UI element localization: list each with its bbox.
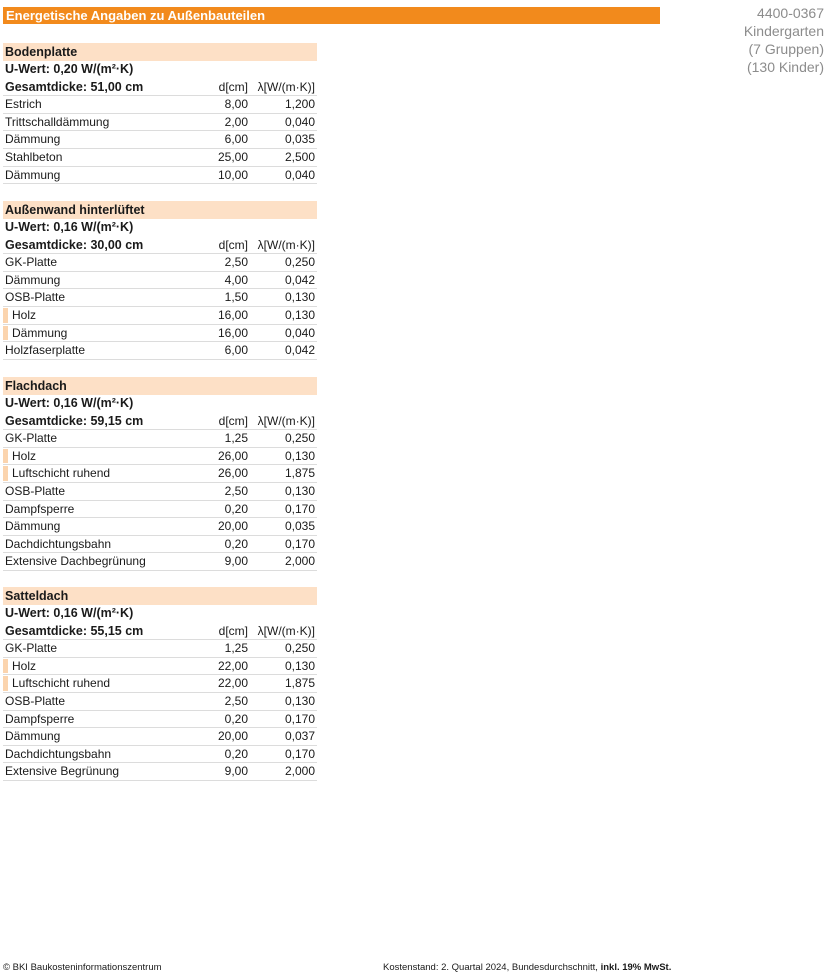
section-heading: Flachdach bbox=[3, 377, 317, 395]
layer-thickness: 1,50 bbox=[224, 290, 248, 305]
layer-name: Dachdichtungsbahn bbox=[5, 746, 112, 761]
total-thickness-row bbox=[3, 237, 317, 255]
layer-thickness: 20,00 bbox=[217, 729, 248, 744]
layer-thickness: 9,00 bbox=[224, 764, 248, 779]
layer-name: Dachdichtungsbahn bbox=[5, 536, 112, 551]
layer-row bbox=[3, 254, 317, 272]
section-bodenplatte bbox=[3, 43, 317, 184]
section-heading: Bodenplatte bbox=[3, 43, 317, 61]
col-header-lambda: λ[W/(m·K)] bbox=[257, 413, 315, 428]
layer-thickness: 8,00 bbox=[224, 97, 248, 112]
layer-thickness: 16,00 bbox=[217, 325, 248, 340]
layer-row bbox=[3, 430, 317, 448]
u-value: U-Wert: 0,16 W/(m²·K) bbox=[5, 606, 134, 620]
layer-lambda: 0,170 bbox=[284, 536, 315, 551]
footer-cost-basis-text: Kostenstand: 2. Quartal 2024, Bundesdurchschnitt, bbox=[383, 962, 601, 973]
layer-lambda: 0,170 bbox=[284, 501, 315, 516]
layer-name: GK-Platte bbox=[5, 431, 58, 446]
layer-lambda: 0,040 bbox=[284, 325, 315, 340]
total-thickness: Gesamtdicke: 55,15 cm bbox=[5, 623, 144, 638]
layer-lambda: 0,042 bbox=[284, 343, 315, 358]
layer-row bbox=[3, 342, 317, 360]
project-id: 4400-0367 bbox=[757, 5, 824, 21]
layer-lambda: 0,130 bbox=[284, 483, 315, 498]
layer-row bbox=[3, 483, 317, 501]
layer-thickness: 1,25 bbox=[224, 641, 248, 656]
col-header-lambda: λ[W/(m·K)] bbox=[257, 79, 315, 94]
layer-name: Dämmung bbox=[5, 519, 61, 534]
layer-lambda: 0,170 bbox=[284, 746, 315, 761]
layer-row bbox=[3, 307, 317, 325]
u-value-row bbox=[3, 61, 317, 79]
layer-name: Luftschicht ruhend bbox=[12, 676, 111, 691]
layer-thickness: 0,20 bbox=[224, 746, 248, 761]
layer-thickness: 4,00 bbox=[224, 272, 248, 287]
project-type: Kindergarten bbox=[743, 23, 824, 39]
u-value: U-Wert: 0,16 W/(m²·K) bbox=[5, 396, 134, 410]
layer-name: Dämmung bbox=[12, 325, 68, 340]
u-value-row bbox=[3, 395, 317, 413]
page-title: Energetische Angaben zu Außenbauteilen bbox=[6, 8, 266, 23]
layer-thickness: 9,00 bbox=[224, 554, 248, 569]
layer-thickness: 6,00 bbox=[224, 343, 248, 358]
layer-row bbox=[3, 518, 317, 536]
footer-publisher-text: © BKI Baukosteninformationszentrum bbox=[3, 962, 162, 973]
layer-name: Dämmung bbox=[5, 167, 61, 182]
layer-name: OSB-Platte bbox=[5, 290, 66, 305]
layer-row bbox=[3, 746, 317, 764]
layer-row bbox=[3, 465, 317, 483]
col-header-thickness: d[cm] bbox=[218, 413, 248, 428]
u-value-row bbox=[3, 605, 317, 623]
layer-thickness: 2,50 bbox=[224, 693, 248, 708]
layer-thickness: 6,00 bbox=[224, 132, 248, 147]
layer-name: Holz bbox=[12, 307, 37, 322]
layer-row bbox=[3, 763, 317, 781]
layer-row bbox=[3, 96, 317, 114]
layer-row bbox=[3, 149, 317, 167]
layer-name: Extensive Begrünung bbox=[5, 764, 120, 779]
col-header-lambda: λ[W/(m·K)] bbox=[257, 237, 315, 252]
layer-thickness: 25,00 bbox=[217, 149, 248, 164]
layer-lambda: 0,250 bbox=[284, 255, 315, 270]
section-heading: Außenwand hinterlüftet bbox=[3, 201, 317, 219]
layer-name: Dämmung bbox=[5, 729, 61, 744]
layer-lambda: 0,040 bbox=[284, 167, 315, 182]
total-thickness-row bbox=[3, 79, 317, 97]
layer-lambda: 1,200 bbox=[284, 97, 315, 112]
layer-lambda: 0,130 bbox=[284, 290, 315, 305]
layer-lambda: 0,130 bbox=[284, 658, 315, 673]
layer-row bbox=[3, 448, 317, 466]
layer-thickness: 22,00 bbox=[217, 676, 248, 691]
total-thickness: Gesamtdicke: 30,00 cm bbox=[5, 237, 144, 252]
layer-thickness: 16,00 bbox=[217, 307, 248, 322]
layer-thickness: 1,25 bbox=[224, 431, 248, 446]
layer-row bbox=[3, 501, 317, 519]
layer-row bbox=[3, 728, 317, 746]
layer-row bbox=[3, 675, 317, 693]
layer-thickness: 2,50 bbox=[224, 483, 248, 498]
layer-row bbox=[3, 272, 317, 290]
layer-thickness: 22,00 bbox=[217, 658, 248, 673]
layer-lambda: 0,035 bbox=[284, 519, 315, 534]
layer-row bbox=[3, 131, 317, 149]
project-info bbox=[624, 4, 824, 76]
layer-name: Holzfaserplatte bbox=[5, 343, 86, 358]
layer-row bbox=[3, 114, 317, 132]
project-children: (130 Kinder) bbox=[746, 59, 824, 75]
layer-thickness: 20,00 bbox=[217, 519, 248, 534]
layer-row bbox=[3, 553, 317, 571]
section-außenwand-hinterlüftet bbox=[3, 201, 317, 360]
layer-lambda: 2,000 bbox=[284, 554, 315, 569]
layer-thickness: 26,00 bbox=[217, 448, 248, 463]
layer-name: Estrich bbox=[5, 97, 42, 112]
section-flachdach bbox=[3, 377, 317, 571]
col-header-thickness: d[cm] bbox=[218, 79, 248, 94]
layer-name: OSB-Platte bbox=[5, 693, 66, 708]
layer-row bbox=[3, 536, 317, 554]
col-header-lambda: λ[W/(m·K)] bbox=[257, 623, 315, 638]
layer-row bbox=[3, 289, 317, 307]
total-thickness: Gesamtdicke: 51,00 cm bbox=[5, 79, 144, 94]
layer-thickness: 2,00 bbox=[224, 114, 248, 129]
layer-name: Stahlbeton bbox=[5, 149, 63, 164]
u-value: U-Wert: 0,20 W/(m²·K) bbox=[5, 62, 134, 76]
layer-thickness: 26,00 bbox=[217, 466, 248, 481]
layer-name: GK-Platte bbox=[5, 641, 58, 656]
layer-lambda: 2,000 bbox=[284, 764, 315, 779]
page-title-bar bbox=[3, 7, 660, 24]
col-header-thickness: d[cm] bbox=[218, 237, 248, 252]
layer-lambda: 0,250 bbox=[284, 641, 315, 656]
layer-lambda: 0,130 bbox=[284, 448, 315, 463]
layer-name: Dämmung bbox=[5, 272, 61, 287]
layer-lambda: 0,037 bbox=[284, 729, 315, 744]
total-thickness: Gesamtdicke: 59,15 cm bbox=[5, 413, 144, 428]
layer-thickness: 0,20 bbox=[224, 536, 248, 551]
layer-thickness: 0,20 bbox=[224, 501, 248, 516]
layer-name: Dampfsperre bbox=[5, 501, 75, 516]
layer-thickness: 0,20 bbox=[224, 711, 248, 726]
total-thickness-row bbox=[3, 623, 317, 641]
layer-name: Holz bbox=[12, 448, 37, 463]
layer-row bbox=[3, 167, 317, 185]
layer-name: Dämmung bbox=[5, 132, 61, 147]
layer-thickness: 2,50 bbox=[224, 255, 248, 270]
footer-vat-note: inkl. 19% MwSt. bbox=[600, 962, 672, 973]
layer-row bbox=[3, 693, 317, 711]
section-heading: Satteldach bbox=[3, 587, 317, 605]
footer-publisher bbox=[3, 962, 162, 973]
layer-name: Trittschalldämmung bbox=[5, 114, 110, 129]
layer-lambda: 1,875 bbox=[284, 466, 315, 481]
layer-lambda: 2,500 bbox=[284, 149, 315, 164]
col-header-thickness: d[cm] bbox=[218, 623, 248, 638]
layer-name: Dampfsperre bbox=[5, 711, 75, 726]
total-thickness-row bbox=[3, 413, 317, 431]
section-satteldach bbox=[3, 587, 317, 781]
layer-row bbox=[3, 658, 317, 676]
layer-lambda: 1,875 bbox=[284, 676, 315, 691]
layer-thickness: 10,00 bbox=[217, 167, 248, 182]
layer-lambda: 0,040 bbox=[284, 114, 315, 129]
layer-name: Luftschicht ruhend bbox=[12, 466, 111, 481]
layer-name: OSB-Platte bbox=[5, 483, 66, 498]
layer-name: Extensive Dachbegrünung bbox=[5, 554, 146, 569]
layer-name: GK-Platte bbox=[5, 255, 58, 270]
layer-row bbox=[3, 640, 317, 658]
layer-row bbox=[3, 711, 317, 729]
layer-lambda: 0,250 bbox=[284, 431, 315, 446]
layer-lambda: 0,170 bbox=[284, 711, 315, 726]
layer-lambda: 0,130 bbox=[284, 307, 315, 322]
footer-cost-basis bbox=[383, 962, 671, 973]
project-groups: (7 Gruppen) bbox=[748, 41, 824, 57]
layer-name: Holz bbox=[12, 658, 37, 673]
layer-lambda: 0,035 bbox=[284, 132, 315, 147]
layer-lambda: 0,042 bbox=[284, 272, 315, 287]
layer-row bbox=[3, 325, 317, 343]
u-value: U-Wert: 0,16 W/(m²·K) bbox=[5, 220, 134, 234]
u-value-row bbox=[3, 219, 317, 237]
layer-lambda: 0,130 bbox=[284, 693, 315, 708]
